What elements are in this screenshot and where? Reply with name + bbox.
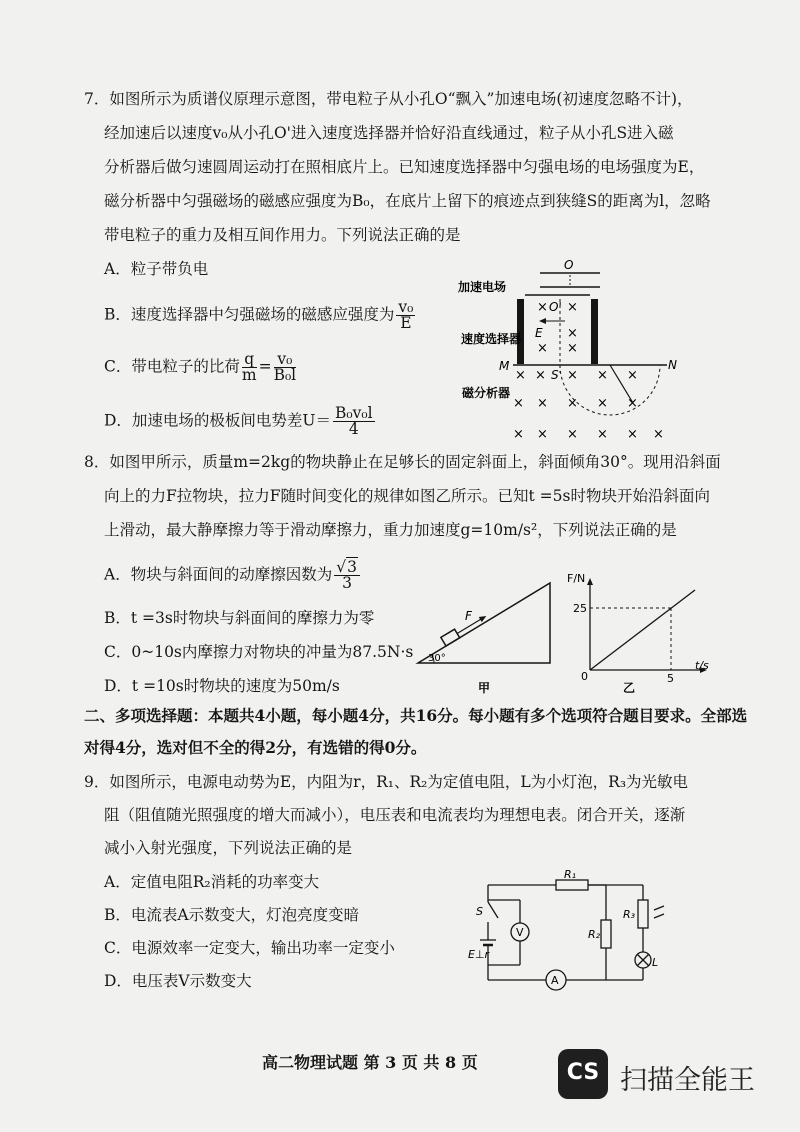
tick-5: 5 <box>667 672 674 685</box>
q9-option-a: A．定值电阻R₂消耗的功率变大 <box>104 873 320 891</box>
q7-line4: 磁分析器中匀强磁场的磁感应强度为B₀，在底片上留下的痕迹点到狭缝S的距离为l，忽略 <box>104 192 711 210</box>
q7-line2: 经加速后以速度v₀从小孔O'进入速度选择器并恰好沿直线通过，粒子从小孔S进入磁 <box>104 124 674 142</box>
camscanner-label: 扫描全能王 <box>620 1065 755 1096</box>
label-angle: 30° <box>428 653 446 664</box>
q8-line1: 8．如图甲所示，质量m=2kg的物块静止在足够长的固定斜面上，斜面倾角30°。现用沿斜面 <box>84 453 721 471</box>
label-force: F <box>465 609 472 623</box>
svg-text:×: × <box>567 300 578 315</box>
q9-option-c: C．电源效率一定变大，输出功率一定变小 <box>104 939 395 957</box>
q9-option-b: B．电流表A示数变大，灯泡亮度变暗 <box>104 906 360 924</box>
caption-yi: 乙 <box>623 681 636 695</box>
q9-option-d: D．电压表V示数变大 <box>104 972 252 990</box>
fraction: $\frac{√3}{3}$ <box>334 560 360 591</box>
svg-text:×: × <box>597 396 608 411</box>
q8-option-d: D．t =10s时物块的速度为50m/s <box>104 677 340 695</box>
q8-line2: 向上的力F拉物块，拉力F随时间变化的规律如图乙所示。已知t =5s时物块开始沿斜面向 <box>104 487 710 505</box>
svg-text:×: × <box>567 427 578 442</box>
label-r3: R₃ <box>623 908 636 921</box>
y-axis-label: F/N <box>567 572 586 585</box>
svg-text:×: × <box>567 396 578 411</box>
x-axis-label: t/s <box>695 659 709 672</box>
q8-option-c: C．0~10s内摩擦力对物块的冲量为87.5N·s <box>104 643 414 661</box>
mass-spectrometer-diagram <box>455 255 680 445</box>
force-time-graph <box>565 570 715 695</box>
incline-diagram <box>410 575 560 695</box>
svg-text:×: × <box>653 427 664 442</box>
label-s: S <box>551 368 559 382</box>
q7-line1: 7．如图所示为质谱仪原理示意图，带电粒子从小孔O“飘入”加速电场(初速度忽略不计)， <box>84 90 693 108</box>
q7-option-b <box>104 300 417 331</box>
fraction: $\frac{\text{B₀v₀l}}{4}$ <box>335 404 373 438</box>
q7-option-b-text: B．速度选择器中匀强磁场的磁感应强度为 <box>104 305 395 324</box>
label-r2: R₂ <box>588 928 601 941</box>
svg-text:×: × <box>537 341 548 356</box>
svg-text:×: × <box>567 368 578 383</box>
svg-text:×: × <box>537 427 548 442</box>
page-footer: 高二物理试题 第 3 页 共 8 页 <box>262 1053 478 1072</box>
section2-line2: 对得4分，选对但不全的得2分，有选错的得0分。 <box>84 738 427 757</box>
label-o: O <box>564 258 574 272</box>
q8-line3: 上滑动，最大静摩擦力等于滑动摩擦力，重力加速度g=10m/s²，下列说法正确的是 <box>104 521 677 539</box>
label-switch: S <box>476 905 483 918</box>
label-voltmeter: V <box>516 926 524 939</box>
fraction: $\frac{q}{m}$ <box>241 350 257 384</box>
q7-line3: 分析器后做匀速圆周运动打在照相底片上。已知速度选择器中匀强电场的电场强度为E， <box>104 158 705 176</box>
svg-text:×: × <box>627 427 638 442</box>
label-velocity-selector: 速度选择器 <box>461 332 522 346</box>
svg-text:×: × <box>537 300 548 315</box>
label-lamp: L <box>652 956 659 969</box>
svg-text:×: × <box>627 396 638 411</box>
svg-text:×: × <box>515 368 526 383</box>
label-acc-field: 加速电场 <box>458 280 507 294</box>
label-source: E⊥r <box>468 948 490 961</box>
circuit-diagram <box>468 870 668 995</box>
caption-jia: 甲 <box>478 681 491 695</box>
q8-option-b: B．t =3s时物块与斜面间的摩擦力为零 <box>104 609 375 627</box>
label-ammeter: A <box>551 974 559 987</box>
svg-text:×: × <box>597 368 608 383</box>
svg-text:×: × <box>513 427 524 442</box>
label-o-prime: O' <box>549 300 562 314</box>
q8-option-a: A．物块与斜面间的动摩擦因数为 $\frac{√3}{3}$ <box>104 560 362 591</box>
fraction: $\frac{\text{v₀}}{E}$ <box>398 298 414 332</box>
svg-text:×: × <box>567 326 578 341</box>
section2-line1: 二、多项选择题：本题共4小题，每小题4分，共16分。每小题有多个选项符合题目要求。全部选 <box>84 706 748 725</box>
svg-text:×: × <box>513 396 524 411</box>
label-r1: R₁ <box>564 870 577 881</box>
q7-option-d: D．加速电场的极板间电势差U＝ $\frac{\text{B₀v₀l}}{4}$ <box>104 404 373 438</box>
label-m: M <box>499 359 510 373</box>
q7-line5: 带电粒子的重力及相互间作用力。下列说法正确的是 <box>104 226 461 244</box>
q9-line3: 减小入射光强度，下列说法正确的是 <box>104 839 353 857</box>
label-e: E <box>535 326 543 340</box>
svg-text:×: × <box>627 368 638 383</box>
tick-origin: 0 <box>581 670 588 683</box>
tick-25: 25 <box>573 602 587 615</box>
q9-line2: 阻（阻值随光照强度的增大而减小），电压表和电流表均为理想电表。闭合开关，逐渐 <box>104 806 686 824</box>
svg-text:×: × <box>567 341 578 356</box>
fraction: $\frac{\text{v₀}}{\text{B₀l}}$ <box>273 350 297 384</box>
label-n: N <box>668 358 677 372</box>
svg-text:×: × <box>535 368 546 383</box>
q9-line1: 9．如图所示，电源电动势为E，内阻为r，R₁、R₂为定值电阻，L为小灯泡，R₃为光敏电 <box>84 773 689 791</box>
svg-text:×: × <box>537 396 548 411</box>
label-magnetic-analyzer: 磁分析器 <box>462 386 511 400</box>
camscanner-logo: CS <box>558 1049 608 1099</box>
svg-text:×: × <box>597 427 608 442</box>
q7-option-c: C．带电粒子的比荷 $\frac{q}{m}$ = $\frac{\text{v₀}}{\text{B₀l}}$ <box>104 350 297 384</box>
q7-option-a: A．粒子带负电 <box>104 260 209 278</box>
